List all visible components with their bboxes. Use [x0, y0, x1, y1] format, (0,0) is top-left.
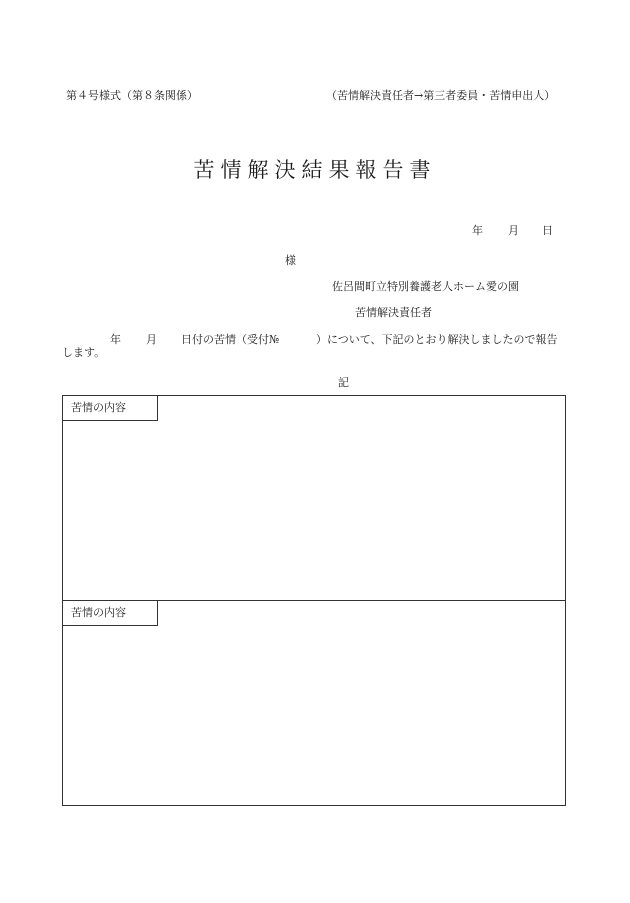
addressee-suffix: 様	[285, 254, 296, 267]
body-text-end: します。	[62, 346, 106, 359]
complaint-section-2	[62, 600, 566, 806]
sender-organization: 佐呂間町立特別養護老人ホーム愛の園	[332, 280, 519, 293]
complaint-section-1-label: 苦情の内容	[63, 396, 158, 421]
complaint-section-2-label: 苦情の内容	[63, 601, 158, 626]
body-text-report: ）について、下記のとおり解決しましたので報告	[316, 333, 558, 346]
body-text-receipt: 日付の苦情（受付№	[181, 333, 280, 346]
body-year-label: 年	[110, 333, 121, 346]
date-day-label: 日	[542, 224, 553, 237]
complaint-section-1	[62, 395, 566, 601]
document-title: 苦情解決結果報告書	[193, 158, 437, 182]
ki-marker: 記	[338, 376, 349, 389]
date-year-label: 年	[472, 224, 483, 237]
date-month-label: 月	[508, 224, 519, 237]
routing-note: （苦情解決責任者→第三者委員・苦情申出人）	[326, 89, 556, 102]
body-month-label: 月	[146, 333, 157, 346]
form-number: 第４号様式（第８条関係）	[66, 89, 198, 102]
sender-role: 苦情解決責任者	[355, 306, 432, 319]
